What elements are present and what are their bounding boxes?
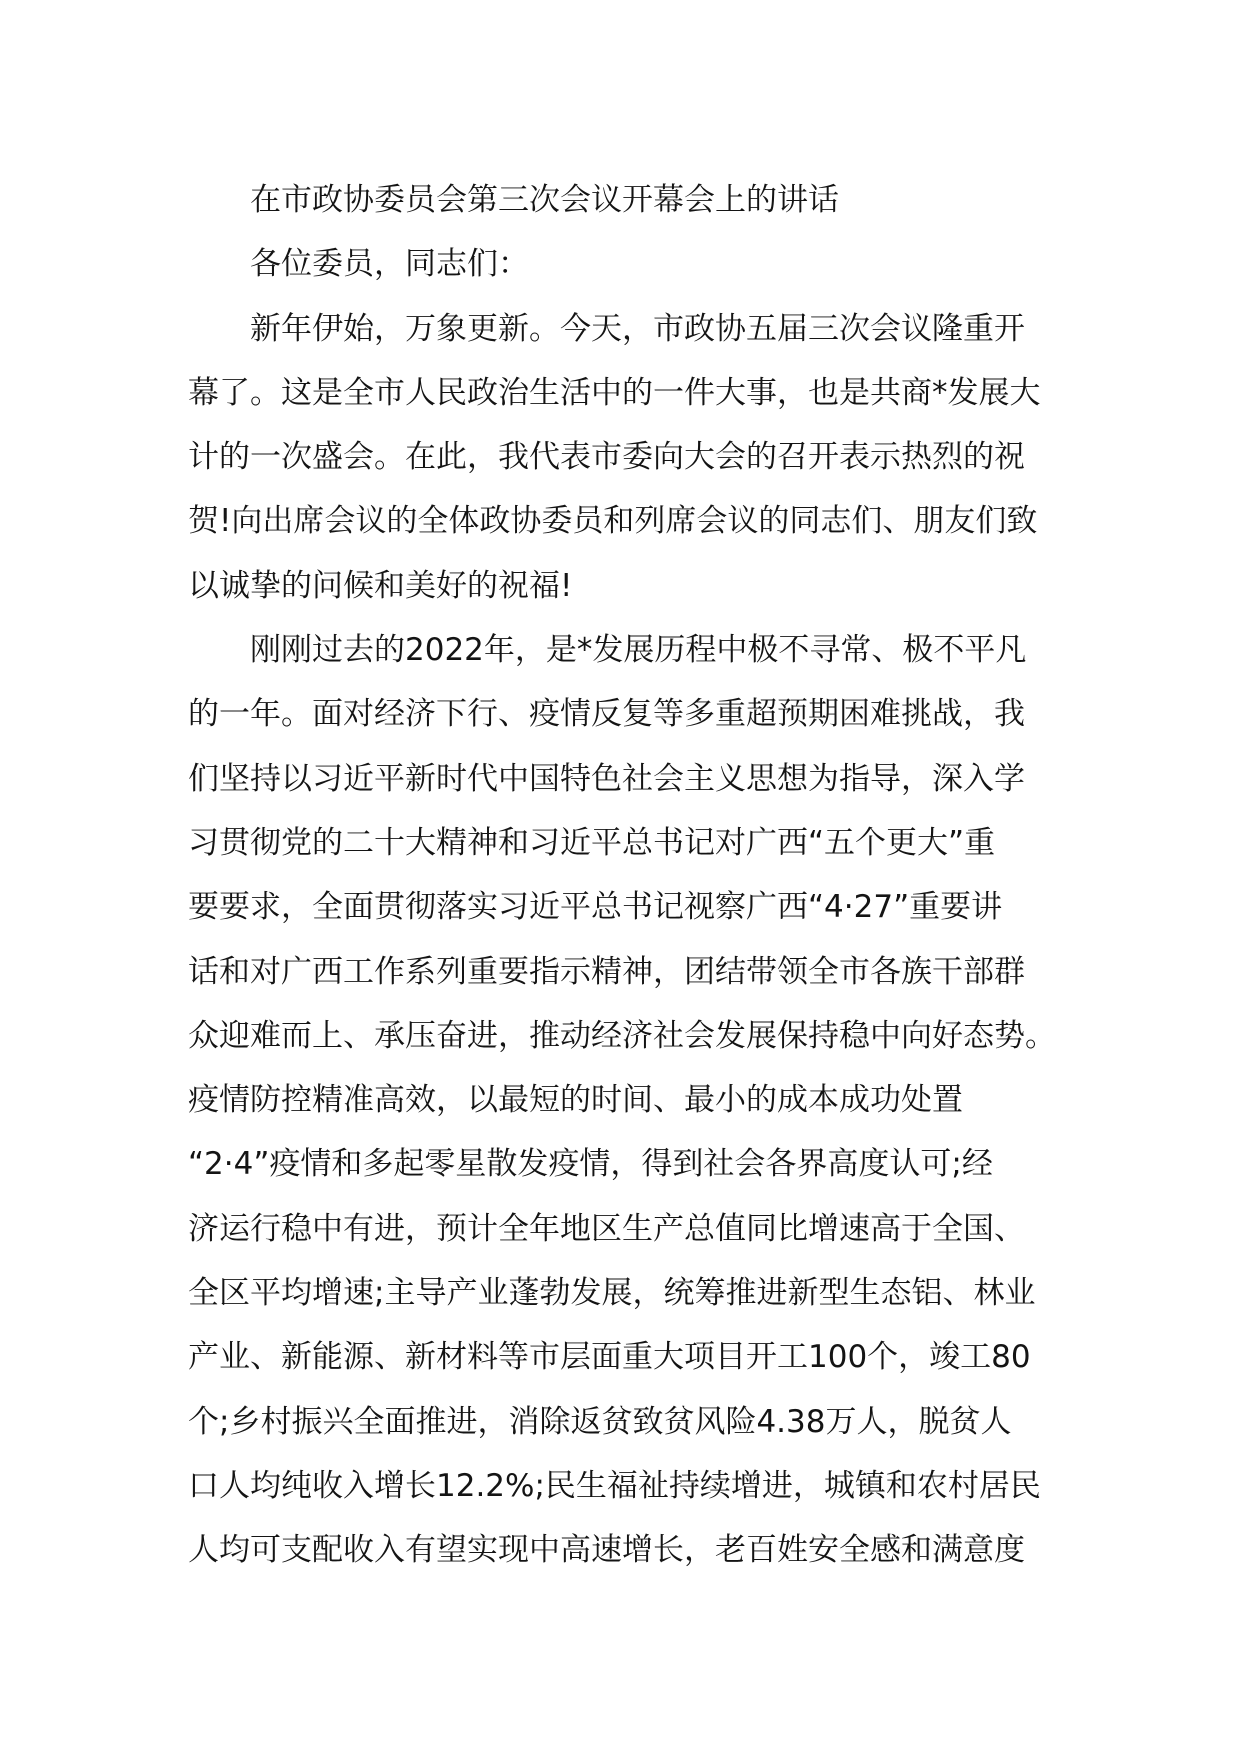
- paragraph-line: 以诚挚的问候和美好的祝福!: [188, 567, 573, 604]
- paragraph-line: 个;乡村振兴全面推进，消除返贫致贫风险4.38万人，脱贫人: [188, 1403, 1012, 1440]
- paragraph-line: 要要求，全面贯彻落实习近平总书记视察广西“4·27”重要讲: [188, 889, 1003, 926]
- paragraph-line: 产业、新能源、新材料等市层面重大项目开工100个，竣工80: [188, 1339, 1031, 1376]
- paragraph-line: 习贯彻党的二十大精神和习近平总书记对广西“五个更大”重: [188, 824, 996, 861]
- paragraph-line: 众迎难而上、承压奋进，推动经济社会发展保持稳中向好态势。: [188, 1017, 1056, 1054]
- paragraph-line: 济运行稳中有进，预计全年地区生产总值同比增速高于全国、: [188, 1210, 1025, 1247]
- paragraph-line: 话和对广西工作系列重要指示精神，团结带领全市各族干部群: [188, 953, 1025, 990]
- paragraph-line: 人均可支配收入有望实现中高速增长，老百姓安全感和满意度: [188, 1532, 1025, 1569]
- paragraph-line: 的一年。面对经济下行、疫情反复等多重超预期困难挑战，我: [188, 696, 1025, 733]
- paragraph-line: 新年伊始，万象更新。今天，市政协五届三次会议隆重开: [250, 310, 1025, 347]
- paragraph-line: 刚刚过去的2022年，是*发展历程中极不寻常、极不平凡: [250, 632, 1027, 669]
- document-body: [188, 168, 1068, 1583]
- paragraph-line: “2·4”疫情和多起零星散发疫情，得到社会各界高度认可;经: [188, 1146, 993, 1183]
- greeting: 各位委员，同志们：: [250, 246, 529, 283]
- paragraph-line: 贺!向出席会议的全体政协委员和列席会议的同志们、朋友们致: [188, 503, 1038, 540]
- paragraph-line: 们坚持以习近平新时代中国特色社会主义思想为指导，深入学: [188, 760, 1025, 797]
- document-title: 在市政协委员会第三次会议开幕会上的讲话: [250, 182, 839, 218]
- paragraph-line: 计的一次盛会。在此，我代表市委向大会的召开表示热烈的祝: [188, 439, 1025, 476]
- paragraph-line: 疫情防控精准高效，以最短的时间、最小的成本成功处置: [188, 1082, 963, 1119]
- paragraph-line: 幕了。这是全市人民政治生活中的一件大事，也是共商*发展大: [188, 374, 1041, 411]
- paragraph-line: 全区平均增速;主导产业蓬勃发展，统筹推进新型生态铝、林业: [188, 1275, 1036, 1312]
- paragraph-line: 口人均纯收入增长12.2%;民生福祉持续增进，城镇和农村居民: [188, 1467, 1041, 1504]
